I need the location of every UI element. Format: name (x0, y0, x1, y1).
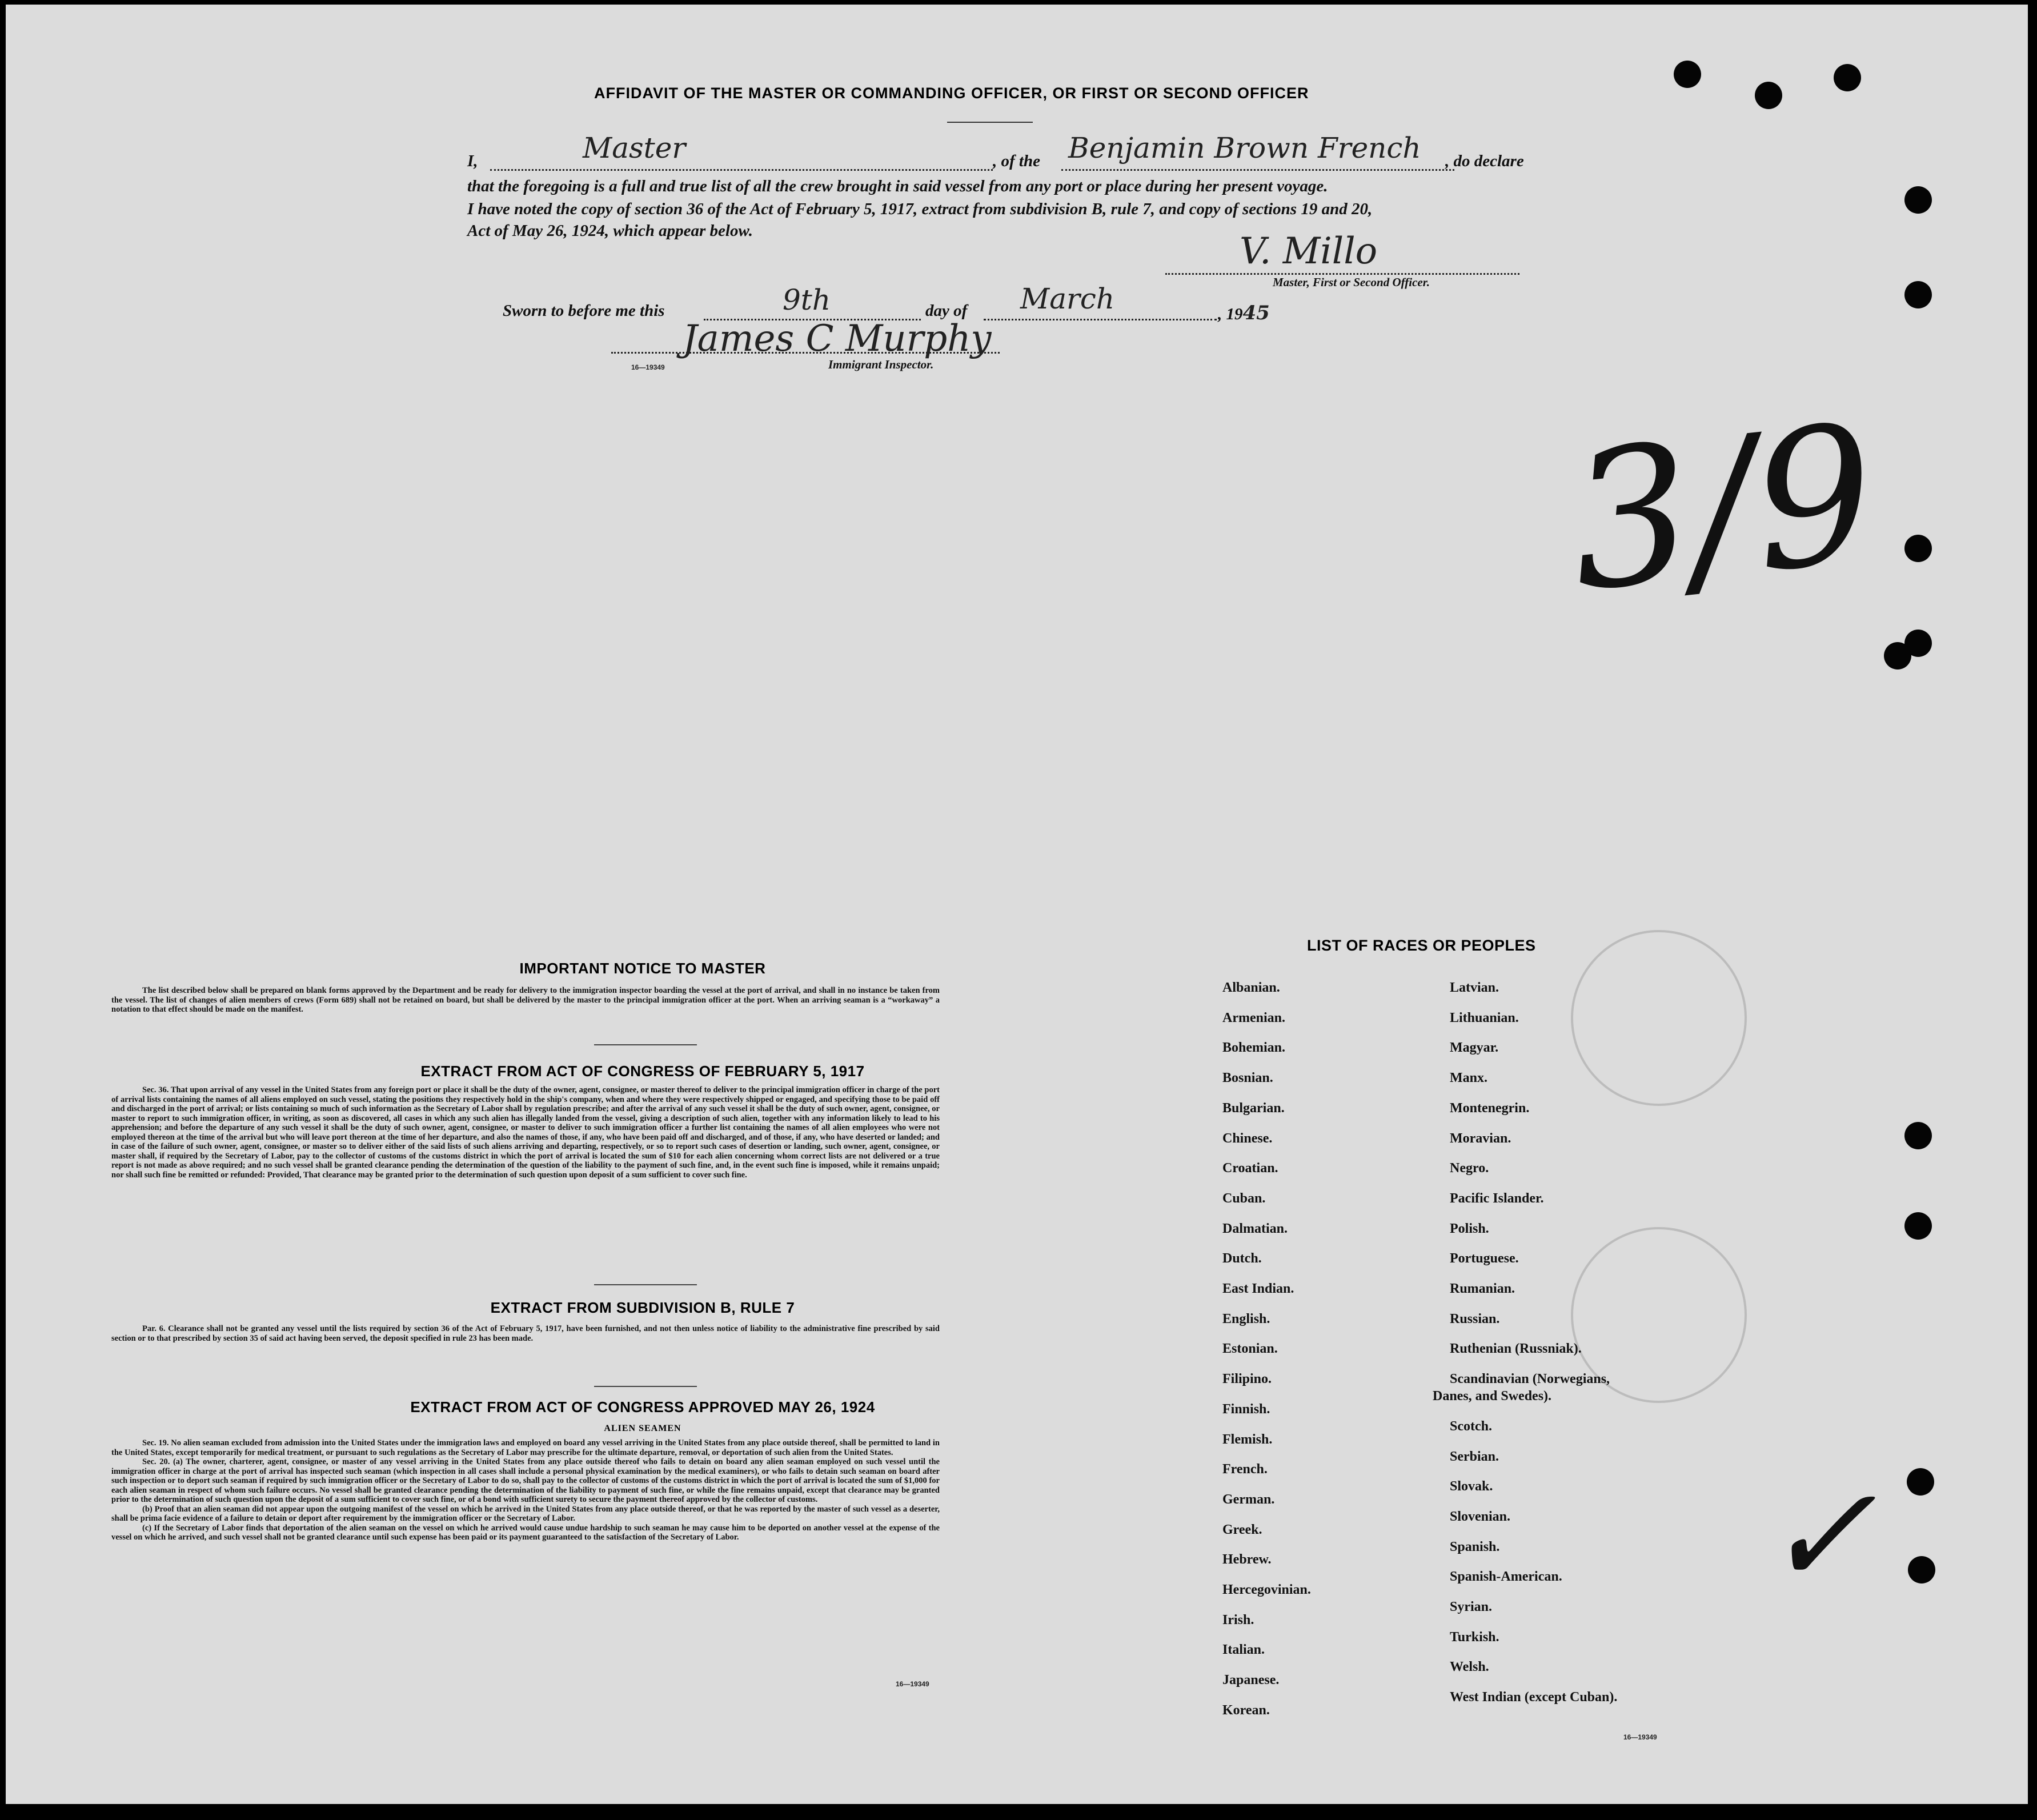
race-item: Bohemian. (1222, 1040, 1286, 1056)
race-item: French. (1222, 1462, 1268, 1477)
punch-hole (1904, 1212, 1932, 1240)
punch-hole (1674, 61, 1701, 88)
race-item: Polish. (1450, 1221, 1489, 1236)
race-item: Hebrew. (1222, 1552, 1272, 1568)
race-item: Moravian. (1450, 1131, 1511, 1146)
extract-1917-title: EXTRACT FROM ACT OF CONGRESS OF FEBRUARY 5, 1917 (420, 1063, 865, 1080)
race-item: Korean. (1222, 1702, 1270, 1718)
race-item: Slovenian. (1450, 1509, 1511, 1524)
handwritten-vessel: Benjamin Brown French (1068, 131, 1421, 165)
extract-rule7-text (111, 1324, 940, 1343)
punch-hole (1755, 82, 1782, 109)
punch-hole (1884, 642, 1911, 670)
sec20b-paragraph: (b) Proof that an alien seaman did not appear upon the outgoing manifest of the vessel on which he arrived in the United States from any place outside thereof, or that he was reported by the master of such vessel as a deserter, shall be prima facie evidence of a failure to detain or deport after requirement by the immigration officer or the Secretary of Labor. (111, 1504, 940, 1523)
sworn-label: Sworn to before me this (503, 302, 665, 320)
inspector-caption: Immigrant Inspector. (828, 358, 934, 371)
race-item: Scotch. (1450, 1418, 1492, 1434)
month-blank (984, 319, 1217, 320)
form-number: 16—19349 (896, 1680, 929, 1688)
section-divider (594, 1386, 697, 1387)
declare-line (467, 152, 478, 171)
declare-line-4: Act of May 26, 1924, which appear below. (467, 222, 753, 240)
punch-hole (1908, 1556, 1935, 1584)
race-item: Albanian. (1222, 980, 1280, 995)
race-item: Filipino. (1222, 1372, 1272, 1387)
handwritten-month: March (1020, 282, 1115, 315)
race-item: Spanish-American. (1450, 1569, 1562, 1585)
sec19-paragraph: Sec. 19. No alien seaman excluded from admission into the United States under the immigration laws and employed on board any vessel arriving in the United States from any place outside thereof, shall be permitted to land in the United States, except temporarily for medical treatment, or pursuant to such regulations as the Secretary of Labor may prescribe for the ultimate departure, removal, or deportation of such alien from the United States. (111, 1438, 940, 1457)
form-number: 16—19349 (631, 363, 665, 371)
race-item: Dutch. (1222, 1251, 1262, 1266)
extract-1917-text (111, 1085, 940, 1180)
race-item: Portuguese. (1450, 1251, 1519, 1266)
sec36-paragraph: Sec. 36. That upon arrival of any vessel in the United States from any foreign port or place it shall be the duty of the owner, agent, consignee, or master thereof to deliver to the principal immigration officer in charge of the port of arrival lists containing the names of all aliens employed on such vessel, stating the positions they respectively hold in the ship's company, when and where they were respectively shipped or engaged, and specifying those to be paid off and discharged in the port of arrival; or lists containing so much of such information as the Secretary of Labor shall by regulation prescribe; and after the arrival of any such vessel it shall be the duty of such owner, agent, consignee, or master to report to such immigration officer, in writing, as soon as discovered, all cases in which any such alien has illegally landed from the vessel, giving a description of such alien, together with any information likely to lead to his apprehension; and before the departure of any such vessel it shall be the duty of such owner, agent, consignee, or master to deliver to such immigration officer a further list containing the names of all alien employees who were not employed thereon at the time of the arrival but who will leave port thereon at the time of her departure, and also the names of those, if any, who have been paid off and discharged, and of those, if any, who have deserted or landed; and in case of the failure of such owner, agent, consignee, or master so to deliver either of the said lists of such aliens arriving and departing, respectively, or so to report such cases of desertion or landing, such owner, agent, consignee, or master shall, if required by the Secretary of Labor, pay to the collector of customs of the customs district in which the port of arrival is located the sum of $10 for each alien concerning whom correct lists are not delivered or a true report is not made as above required; and no such vessel shall be granted clearance pending the determination of the question of the liability to the payment of such fine, and, in the event such fine is imposed, while it remains unpaid; nor shall such fine be remitted or refunded: Provided, That clearance may be granted prior to the determination of such question upon deposit of a sum sufficient to cover such fine. (111, 1085, 940, 1180)
race-item: Spanish. (1450, 1539, 1500, 1554)
race-item: Japanese. (1222, 1673, 1280, 1688)
race-item: Pacific Islander. (1450, 1190, 1544, 1206)
race-item: Hercegovinian. (1222, 1582, 1311, 1597)
race-item: Welsh. (1450, 1659, 1489, 1675)
punch-hole (1904, 535, 1932, 562)
of-the-label: , of the (993, 152, 1040, 170)
race-item: Flemish. (1222, 1432, 1273, 1447)
section-divider (594, 1284, 697, 1285)
sec20a-paragraph: Sec. 20. (a) The owner, charterer, agent, consignee, or master of any vessel arriving in the United States from any place outside thereof who fails to detain on board any alien seaman employed on such vessel until the immigration officer in charge at the port of arrival has inspected such seaman (which inspection in all cases shall include a personal physical examination by the medical examiners), or who fails to detain such seaman on board after such inspection or to deport such seaman if required by such immigration officer or the Secretary of Labor to do so, shall pay to the collector of customs of the customs district in which the port of arrival is located the sum of $1,000 for each alien seaman in respect of whom such failure occurs. No vessel shall be granted clearance pending the determination of the liability to payment of such fine, or while the fine remains unpaid, except that clearance may be granted prior to the determination of such question upon the deposit of a sum sufficient to cover such fine, or of a bond with sufficient surety to secure the payment thereof approved by the collector of customs. (111, 1457, 940, 1504)
handwritten-fraction: 3/9 (1560, 383, 1885, 634)
year-prefix: , 19 (1218, 305, 1243, 323)
race-item: English. (1222, 1311, 1270, 1326)
race-item: Danes, and Swedes). (1433, 1389, 1552, 1404)
signature-caption: Master, First or Second Officer. (1273, 275, 1430, 289)
vessel-blank (1061, 169, 1454, 171)
race-item: Bulgarian. (1222, 1100, 1285, 1116)
handwritten-check: ✓ (1762, 1456, 1878, 1615)
race-item: Chinese. (1222, 1131, 1273, 1146)
declare-line-3: I have noted the copy of section 36 of the Act of February 5, 1917, extract from subdivision B, rule 7, and copy of sections 19 and 20, (467, 200, 1373, 218)
handwritten-name: Master (583, 131, 686, 165)
race-item: Ruthenian (Russniak). (1450, 1341, 1582, 1357)
sec20c-paragraph: (c) If the Secretary of Labor finds that deportation of the alien seaman on the vessel on which he arrived would cause undue hardship to such seaman he may cause him to be deported on another vessel at the expense of the vessel on which he arrived, and such vessel shall not be granted clearance until such expense has been paid or its payment guaranteed to the satisfaction of the Secretary of Labor. (111, 1523, 940, 1542)
race-item: German. (1222, 1492, 1275, 1507)
master-signature: V. Millo (1240, 230, 1378, 272)
race-item: Russian. (1450, 1311, 1500, 1326)
faded-seal (1571, 930, 1747, 1106)
handwritten-year: 45 (1242, 302, 1270, 324)
year-label (1218, 302, 1270, 324)
affidavit-title: AFFIDAVIT OF THE MASTER OR COMMANDING OFFICER, OR FIRST OR SECOND OFFICER (594, 85, 1309, 102)
section-divider (594, 1044, 697, 1045)
day-of-label: day of (925, 302, 968, 320)
title-divider (947, 122, 1033, 123)
race-item: Rumanian. (1450, 1281, 1515, 1296)
notice-text (111, 986, 940, 1015)
rule7-paragraph: Par. 6. Clearance shall not be granted any vessel until the lists required by section 36 of the Act of February 5, 1917, have been furnished, and not then unless notice of liability to the administrative fine prescribed by said section or to that prescribed by section 35 of said act having been served, the deposit specified in rule 23 has been made. (111, 1324, 940, 1343)
race-item: West Indian (except Cuban). (1450, 1690, 1618, 1705)
document-page (6, 5, 2028, 1804)
race-item: Cuban. (1222, 1190, 1266, 1206)
races-title: LIST OF RACES OR PEOPLES (1307, 937, 1536, 954)
form-number: 16—19349 (1623, 1733, 1657, 1741)
race-item: Scandinavian (Norwegians, (1450, 1372, 1610, 1387)
race-item: Croatian. (1222, 1161, 1278, 1176)
race-item: Manx. (1450, 1071, 1487, 1086)
signature-blank (1165, 273, 1519, 275)
race-item: Slovak. (1450, 1479, 1493, 1494)
extract-1924-title: EXTRACT FROM ACT OF CONGRESS APPROVED MAY 26, 1924 (410, 1398, 875, 1416)
race-item: Estonian. (1222, 1341, 1278, 1357)
inspector-signature: James C Murphy (683, 318, 992, 360)
race-item: Latvian. (1450, 980, 1499, 995)
race-item: Syrian. (1450, 1599, 1493, 1614)
race-item: Finnish. (1222, 1401, 1270, 1417)
punch-hole (1907, 1468, 1934, 1496)
race-item: Turkish. (1450, 1629, 1499, 1645)
race-item: Montenegrin. (1450, 1100, 1530, 1116)
do-declare-label: , do declare (1445, 152, 1524, 170)
name-blank (490, 169, 993, 171)
race-item: Serbian. (1450, 1449, 1499, 1464)
race-item: Greek. (1222, 1522, 1262, 1537)
notice-paragraph: The list described below shall be prepared on blank forms approved by the Department and be ready for delivery to the immigration inspector boarding the vessel at the port of arrival, and shall in no instance be taken from the vessel. The list of changes of alien members of crews (Form 689) shall not be retained on board, but shall be delivered by the master to the principal immigration officer at the port. When an arriving seaman is a “workaway” a notation to that effect should be made on the manifest. (111, 986, 940, 1014)
extract-1924-text (111, 1438, 940, 1542)
race-item: Bosnian. (1222, 1071, 1273, 1086)
race-item: Lithuanian. (1450, 1010, 1519, 1025)
extract-rule7-title: EXTRACT FROM SUBDIVISION B, RULE 7 (490, 1299, 795, 1316)
punch-hole (1904, 281, 1932, 308)
inspector-blank (611, 352, 1000, 354)
punch-hole (1834, 64, 1861, 91)
i-label: I, (467, 152, 478, 170)
race-item: Armenian. (1222, 1010, 1285, 1025)
race-item: East Indian. (1222, 1281, 1294, 1296)
alien-seamen-subtitle: ALIEN SEAMEN (604, 1424, 681, 1433)
race-item: Irish. (1222, 1612, 1254, 1627)
punch-hole (1904, 1122, 1932, 1149)
race-item: Magyar. (1450, 1040, 1499, 1056)
race-item: Italian. (1222, 1642, 1265, 1658)
handwritten-day: 9th (783, 283, 831, 316)
punch-hole (1904, 186, 1932, 214)
declare-line-2: that the foregoing is a full and true list of all the crew brought in said vessel from any port or place during her present voyage. (467, 177, 1328, 195)
race-item: Dalmatian. (1222, 1221, 1288, 1236)
notice-title: IMPORTANT NOTICE TO MASTER (519, 960, 766, 977)
race-item: Negro. (1450, 1161, 1489, 1176)
